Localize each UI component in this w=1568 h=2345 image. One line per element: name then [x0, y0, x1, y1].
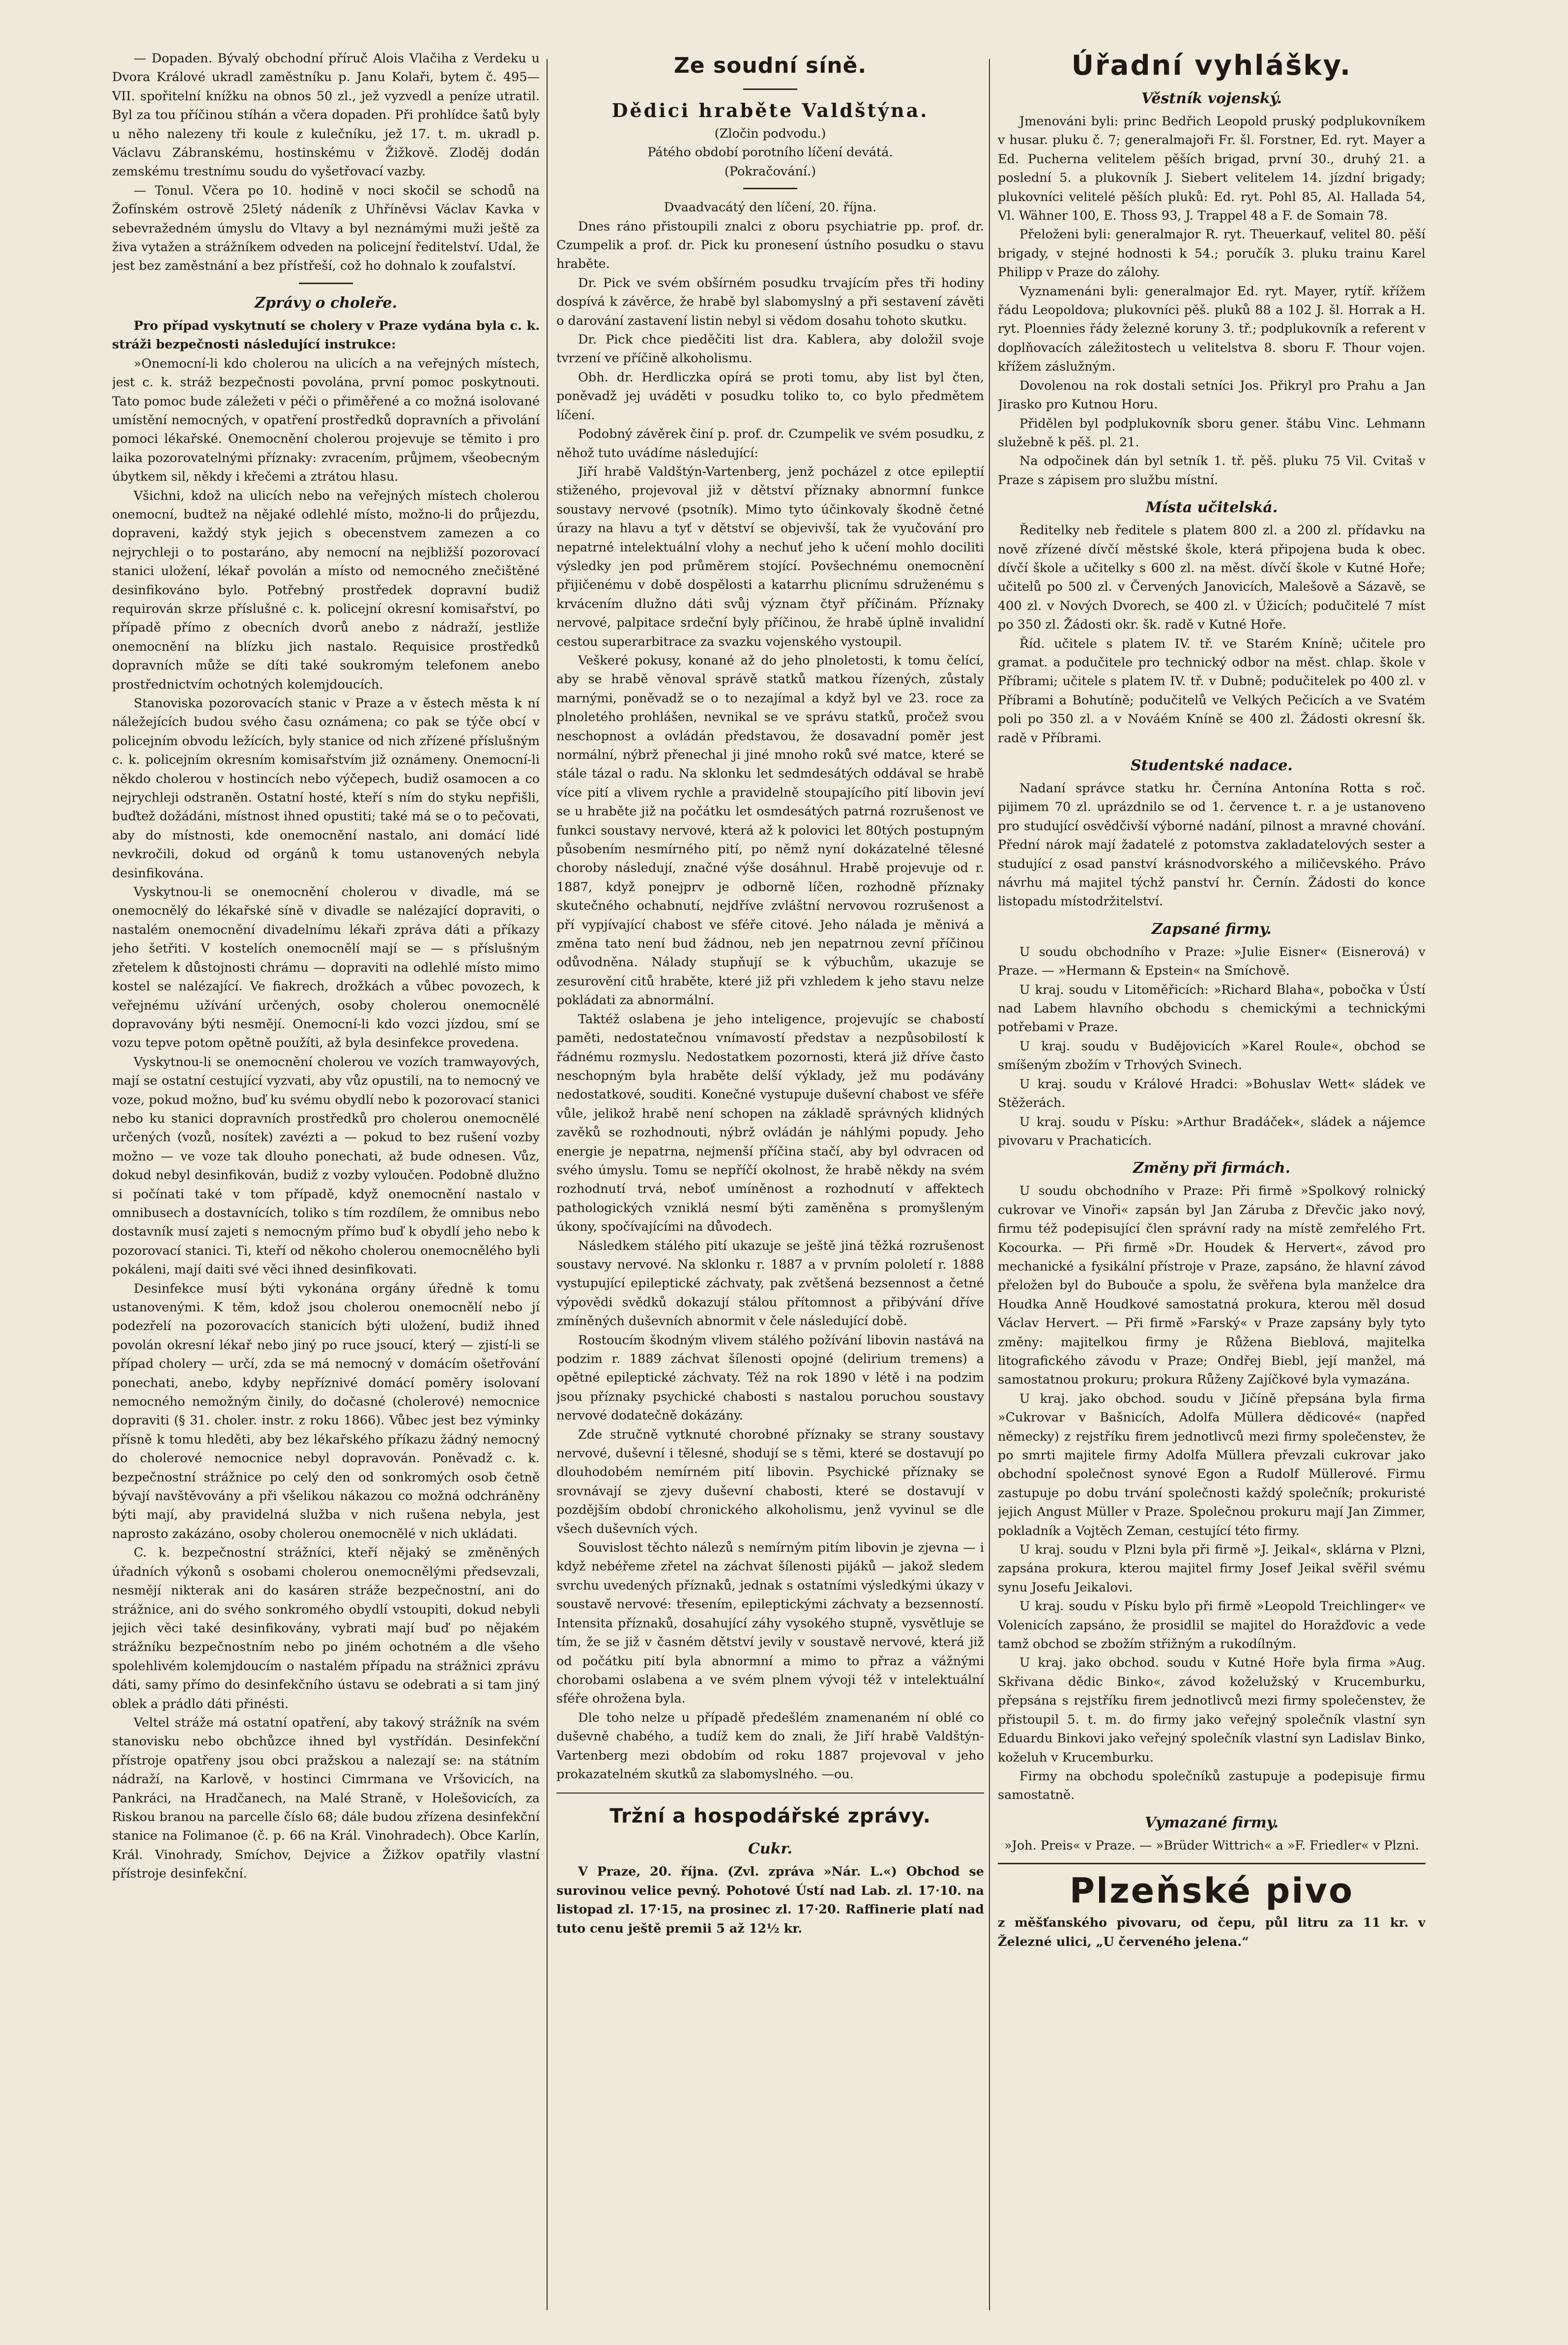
column-local-news [112, 49, 540, 2320]
notice-paragraph: U soudu obchodního v Praze: Při firmě »Spolkový rolnický cukrovar ve Vinoři« zapsán byl Jan Záruba z Dřevčic jako nový, firmu též podepisující člen správní rady na místě zemřelého Frt. Kocourka. — Při firmě »Dr. Houdek & Hervert«, závod pro mechanické a fysikální přístroje v Praze, zapsáno, že hlavní závod přeložen byl do Bubouče a spolu, že svěřena byla manželce dra Houdka Anně Houdkové samostatná prokura, kterou měl dosud Václav Hervert. — Při firmě »Farský« v Praze zapsány byly tyto změny: majitelkou firmy je Růžena Bieblová, majitelka litografického závodu v Praze; Ondřej Biebl, její manžel, má samostatnou prokuru; prokura Růženy Zajíčkové byla vymazána. [998, 1184, 1425, 1388]
article-paragraph: Zde stručně vytknuté chorobné příznaky se strany soustavy nervové, duševní i tělesné, shodují se s těmi, které se dostavují po dlouhodobém nemírném pití libovin. Psychické příznaky se srovnávají se zjevy duševní chabosti, které se dostavují v pozdějším období chronického alkoholismu, jenž vyvinul se dle všech duševních vých. [556, 1427, 984, 1536]
market-report: V Praze, 20. října. (Zvl. zpráva »Nár. L.«) Obchod se surovinou velice pevný. Pohotové Ústí nad Lab. zl. 17·10. na listopad zl. 17·15, na prosinec zl. 17·20. Raffinerie platí nad tuto cenu ještě premii 5 až 12½ kr. [556, 1864, 984, 1936]
article-subtitle: (Pokračování.) [724, 164, 816, 179]
cholera-paragraph: Vyskytnou-li se onemocnění cholerou ve vozích tramwayových, mají se ostatní cestující vyzvati, aby vůz opustili, na to nemocný ve voze, pokud možno, buď ku svému obydlí nebo k pozorovací stanici nebo ku stanici dopravních prostředků pro cholerou onemocnělé určených (vozů, nosítek) zavézti a — pokud to bez rušení vozby možno — ve voze tak dlouho ponechati, až bude odnesen. Vůz, dokud nebyl desinfikován, budiž z vozby vyloučen. Podobně dlužno si počínati také v tom případě, když onemocnění nastalo v omnibusech a dostavnících, toliko s tím rozdílem, že omnibus nebo dostavník musí zajeti s nemocným přímo buď k obydlí jeho nebo k pozorovací stanici. Ti, kteří od někoho cholerou onemocnělého byli pokáleni, mají daiti své věci ihned desinfikovati. [112, 1054, 540, 1277]
notice-paragraph: U kraj. jako obchod. soudu v Kutné Hoře byla firma »Aug. Skřivana dědic Binko«, závod koželužský v Krucemburku, přepsána s rejstříku firem jednotlivců mezi firmy společenstev, že přistoupil 5. t. m. do firmy jako veřejný společník vlastní syn Eduardu Binkovi jako veřejný společník vlastní syn Ladislav Binko, koželuh v Krucemburku. [998, 1655, 1425, 1765]
news-item-tonul: — Tonul. Včera po 10. hodině v noci skočil se schodů na Žofínském ostrově 25letý nádeník z Uhříněvsi Václav Kavka v sebevražedném úmyslu do Vltavy a byl neznámými muži ještě za živa vytažen a strážníkem odveden na policejní ředitelství. Udal, že jest bez zaměstnání a bez přístřeší, což ho dohnalo k zoufalství. [112, 183, 540, 274]
notice-paragraph: Na odpočinek dán byl setník 1. tř. pěš. pluku 75 Vil. Cvitaš v Praze s zápisem pro službu místní. [998, 454, 1425, 488]
subheading-registered-firms: Zapsané firmy. [1152, 920, 1272, 938]
article-dateline: Dvaadvacátý den líčení, 20. října. [664, 200, 877, 215]
notice-paragraph: U kraj. soudu v Písku: »Arthur Bradáček«, sládek a nájemce pivovaru v Prachaticích. [998, 1114, 1425, 1148]
deleted-firms-list: »Joh. Preis« v Praze. — »Brüder Wittrich« a »F. Friedler« v Plzni. [1004, 1838, 1419, 1853]
cholera-paragraph: Desinfekce musí býti vykonána orgány úředně k tomu ustanovenými. K těm, kdož jsou cholerou onemocnělí nebo jí podezřelí na pozorovacích stanicích býti uložení, budiž ihned povolán okresní lékař nebo jiný po ruce jsoucí, který — zjistí-li se případ cholery — určí, zda se má nemocný v domácím ošetřování ponechati, anebo, kdyby nepříznivé domácí poměry isolovaní nemocného nemožným činily, do dočasné (cholerové) nemocnice dopraviti (§ 31. choler. instr. z roku 1866). Vůbec jest bez výminky přísně k tomu hleděti, aby bez lékařského příkazu žádný nemocný do cholerové nemocnice nebyl dopravován. Poněvadž c. k. bezpečnostní strážnice po celý den od sonkromých osob četně bývají navštěvovány a při všelikou nákazou co možná odchráněny býti mají, aby pravidelná služba v nich rušena nebyla, jest naprosto zakázáno, osoby cholerou onemocnělé v nich ukládati. [112, 1281, 540, 1541]
article-paragraph: Taktéž oslabena je jeho inteligence, projevujíc se chabostí paměti, nedostatečnou vnímavostí představ a nezpůsobilostí k řádnému rozmyslu. Nedostatkem pozornosti, která již dříve často neschopným byla hraběte delší výklady, jež mu podávány nedostatkové, souditi. Konečné vystupuje duševní chabost ve sféře vůle, jelikož hrabě není schopen na základě správných klidných zavěků se rozhodnouti, nýbrž ovládán je náhlými popudy. Jeho energie je nepatrna, nejmenší příčina stačí, aby byl odvracen od svého úmyslu. Tomu se nepříčí okolnost, že hrabě někdy na svém rozhodnutí trvá, neboť umíněnost a rozhodnutí v affektech pathologických vzniklá nesmí býti zaměněna s promyšleným úkony, spočívajícími na důvodech. [556, 1012, 984, 1235]
article-paragraph: Rostoucím škodným vlivem stálého požívání libovin nastává na podzim r. 1889 záchvat šílenosti opojné (delirium tremens) a opětné epileptické záchvaty. Též na rok 1890 v létě i na podzim jsou příznaky psychické chabosti s nastalou poruchou soustavy nervové dodatečně dokázány. [556, 1332, 984, 1423]
subheading-foundations: Studentské nadace. [1131, 757, 1293, 774]
divider [743, 88, 797, 90]
article-paragraph: Podobný závěrek činí p. prof. dr. Czumpelik ve svém posudku, z něhož tuto uvádíme následující: [556, 427, 984, 461]
notice-paragraph: U kraj. soudu v Písku bylo při firmě »Leopold Treichlinger« ve Volenicích zapsáno, že prosidlil se majitel do Horažďovic a vede tamž obchod se zbožím střižným a rukodílným. [998, 1599, 1425, 1652]
article-paragraph: Jiří hrabě Valdštýn-Vartenberg, jenž pocházel z otce epileptií stiženého, projevoval již v dětství příznaky abnormní funkce soustavy nervové (psotník). Mimo tyto účinkovaly škodně četné úrazy na hlavu a tyť v dětství se objevivší, tak že vyučování pro nepatrné intelektuální vlohy a nechuť jeho k učení mohlo dociliti výsledky jen pod průměrem stojící. Povšechnému onemocnění přijičenému v době dospělosti a katarrhu plicnímu sdruženému s krvácením dlužno dáti svůj význam čtyř příčinám. Příznaky nervové, palpitace srdeční byly příčinou, že hrabě úplně invalidní cestou superarbitrace za svazku vojenského vystoupil. [556, 464, 984, 649]
notice-paragraph: Jmenováni byli: princ Bedřich Leopold pruský podplukovníkem v husar. pluku č. 7; generalmajoři Fr. šl. Forstner, Ed. ryt. Mayer a Ed. Pucherna velitelem pěších brigad, první 30., druhý 21. a poslední 5. a plukovník J. Siebert velitelem 14. jízdní brigady; plukovníci velitelé pěších pluků: Ed. ryt. Pohl 85, Al. Hallada 54, Vl. Wähner 100, E. Thoss 93, J. Trappel 48 a F. de Somain 78. [998, 114, 1425, 224]
notice-paragraph: U kraj. soudu v Budějovicích »Karel Roule«, obchod se smíšeným zbožím v Trhových Svinech. [998, 1039, 1425, 1073]
notice-paragraph: U soudu obchodního v Praze: »Julie Eisner« (Eisnerová) v Praze. — »Hermann & Epstein« na Smíchově. [998, 944, 1425, 979]
news-item-dopaden: — Dopaden. Bývalý obchodní příruč Alois Vlačiha z Verdeku u Dvora Králové ukradl zaměstníku p. Janu Kolaři, bytem č. 495—VII. spořitelní knížku na obnos 50 zl., jež vyzvedl a peníze utratil. Byl za tou příčinou stíhán a včera dopaden. Při prohlídce šatů byly u něho nalezeny tři koule z kulečníku, jež 17. t. m. ukradl p. Václavu Zábranskému, hostinskému v Žižkově. Zloděj dodán zemskému trestnímu soudu do vyšetřovací vazby. [112, 51, 540, 179]
divider [556, 1793, 984, 1794]
ad-text: z měšťanského pivovaru, od čepu, půl litru za 11 kr. v Železné ulici, „U červeného jelena.“ [998, 1915, 1425, 1949]
ad-title: Plzeňské pivo [1069, 1871, 1354, 1911]
notice-paragraph: Přeloženi byli: generalmajor R. ryt. Theuerkauf, velitel 80. pěší brigady, v stejné hodnosti k 54.; poručík 3. pluku trainu Karel Philipp v Praze do zálohy. [998, 227, 1425, 280]
article-paragraph: Veškeré pokusy, konané až do jeho plnoletosti, k tomu čelící, aby se hrabě věnoval správě statků matkou řízených, zůstaly marnými, poněvadž se o to nezajímal a když byl ve 23. roce za plnoletého prohlášen, nevnikal se ve správu statků, pročež svou neschopnost a ovládán představou, že dosavadní poměr jest normální, nýbrž přenechal ji jiné mnoho roků své matce, které se stále tázal o radu. Na sklonku let sedmdesátých oddával se hrabě více pití a vlivem rychle a pravidelně stoupajícího pití libovin jeví se u hraběte již na počátku let osmdesátých patrná rozrušenost ve funkci soustavy nervové, která až k polovici let 80tých postupným působením nesmírného pití, po němž nyní dokázatelné tělesné choroby následují, značné výše dosáhnul. Hrabě projevuje od r. 1887, když ponejprv je odborně líčen, rozhodně příznaky skutečného ochabnutí, nejdříve zvláštní nervovou rozrušenost a pří vypjívající chabost ve sféře citové. Jeho nálada je měnivá a změna tato není bud žádnou, neb jen nepatrnou zevní příčinou odůvodněna. Nálady stupňují se k výbuchům, ukazuje se zesurovění citů hraběte, které již při vzhledem k jeho stavu nelze pokládati za abnormální. [556, 653, 984, 1008]
article-paragraph: Dr. Pick ve svém obšírném posudku trvajícím přes tři hodiny dospívá k závěrce, že hrabě byl slabomyslný a při sestavení závěti o darování zastavení listin nebyl si vědom dosahu tohoto skutku. [556, 275, 984, 328]
notice-paragraph: Dovolenou na rok dostali setníci Jos. Přikryl pro Prahu a Jan Jirasko pro Kutnou Horu. [998, 378, 1425, 412]
section-heading-cholera: Zprávy o choleře. [255, 294, 397, 312]
market-subheading: Cukr. [748, 1840, 792, 1858]
notice-paragraph: U kraj. soudu v Králové Hradci: »Bohuslav Wett« sládek ve Stěžerách. [998, 1076, 1425, 1111]
article-paragraph: Obh. dr. Herdliczka opírá se proti tomu, aby list byl čten, poněvadž jej uváděti v posudku toliko to, co bylo předmětem líčení. [556, 370, 984, 423]
advertisement [998, 1863, 1425, 1951]
divider [743, 188, 797, 189]
article-paragraph: Dle toho nelze u případě předešlém znamenaném ní oblé co duševně chabého, a tudíž kem do znali, že Jiří hrabě Valdštýn-Vartenberg mezi obdobím od roku 1887 projevoval v jeho prokazatelném skutků za slabomyslného. —ou. [556, 1710, 984, 1782]
section-heading-court: Ze soudní síně. [673, 53, 867, 78]
article-title: Dědici hraběte Valdštýna. [611, 99, 929, 121]
notice-paragraph: U kraj. soudu v Plzni byla při firmě »J. Jeikal«, sklárna v Plzni, zapsána prokura, kterou majitel firmy Josef Jeikal svěřil svému synu Josefu Jeikalovi. [998, 1542, 1425, 1595]
notice-paragraph: U kraj. jako obchod. soudu v Jičíně přepsána byla firma »Cukrovar v Bašnicích, Adolfa Müllera dědicové« (napřed německy) z rejstříku firem jednotlivců mezi firmy společenstev, že po smrti majitele firmy Adolfa Müllera převzali cukrovar jako obchodní společnost synové Egon a Rudolf Müllerové. Firmu zastupuje po dobu trvání společnosti každý společník; prokuristé jejich Angust Müller v Praze. Společnou prokuru mají Jan Zimmer, pokladník a Vojtěch Zeman, cestující této firmy. [998, 1391, 1425, 1538]
article-paragraph: Dnes ráno přistoupili znalci z oboru psychiatrie pp. prof. dr. Czumpelik a prof. dr. Pick ku pronesení ústního posudku o stavu hraběte. [556, 219, 984, 272]
subheading-firm-changes: Změny při firmách. [1132, 1159, 1291, 1177]
section-heading-official: Úřadní vyhlášky. [1071, 50, 1352, 82]
column-divider [547, 59, 548, 2310]
cholera-paragraph: »Onemocní-li kdo cholerou na ulicích a na veřejných místech, jest c. k. stráž bezpečnosti povolána, první pomoc poskytnouti. Tato pomoc bude záležeti v péči o přiměřené a co možná isolované umístění nemocných, v opatření prostředků dopravních a přivolání pomoci lékařské. Onemocnění cholerou projevuje se těmito i pro laika pozorovatelnými příznaky: zvracením, průjmem, všeobecným úbytkem sil, někdy i křečemi a ztrátou hlasu. [112, 356, 540, 485]
article-subtitle: Pátého období porotního líčení devátá. [647, 145, 893, 160]
column-court [556, 49, 984, 2320]
notice-paragraph: Nadaní správce statku hr. Černína Antonína Rotta s roč. pijimem 70 zl. uprázdnilo se od 1. července t. r. a je ustanoveno pro studující osvědčivší výborné nadání, pilnost a mravné chování. Přední nárok mají žadatelé z potomstva zakladatelových sester a studující z osad panství krásnodvorského a miličevského. Právo návrhu má majitel týchž panství hr. Černín. Žádosti do konce listopadu místodržitelství. [998, 781, 1425, 909]
cholera-paragraph: Stanoviska pozorovacích stanic v Praze a v ěstech města k ní náležejících budou svého času oznámena; co pak se týče obcí v policejním obvodu ležících, byly stanice od nich zřízené příslušným c. k. policejním okresním komisařstvím již oznámeny. Onemocní-li někdo cholerou v hostincích nebo výčepech, budiž osamocen a co nejrychleji odstraněn. Ostatní hosté, kteří s ním do styku nepřišli, buďtež dožádáni, místnost ihned opustiti; také má se o to pečovati, aby do místnosti, kde onemocnění nastalo, ani domácí lidé nevkročili, dokud od orgánů k tomu ustanovených nebyla desinfikována. [112, 696, 540, 881]
cholera-paragraph: C. k. bezpečnostní strážníci, kteří nějaký se změněných úřadních výkonů s osobami cholerou onemocnělými předsevzali, nesmějí nikterak ani do kasáren stráže bezpečnostní, ani do strážnice, ani do svého sonkromého obydlí vstoupiti, dokud nebyli jejich věci také desinfikovány, vybrati mají buď po nějakém strážníku bezpečnostním nebo po jiném ochotném a dle všeho spolehlivém kolemjdoucím o nastalém případu na strážnici zprávu dáti, samy přímo do desinfekčního ústavu se odebrati a si tam jiný oblek a prádlo dáti přinésti. [112, 1545, 540, 1711]
notice-paragraph: Ředitelky neb ředitele s platem 800 zl. a 200 zl. přídavku na nově zřízené dívčí městské škole, která připojena buda k obec. dívčí škole a učitelky s 600 zl. na měst. dívčí škole v Kutné Hoře; učitelů po 500 zl. v Červených Janovicích, Malešově a Sázavě, se 400 zl. v Nových Dvorech, se 400 zl. v Úžicích; podučitelé 7 míst po 350 zl. Žádosti okr. šk. radě v Kutné Hoře. [998, 523, 1425, 633]
notice-paragraph: Vyznamenáni byli: generalmajor Ed. ryt. Mayer, rytíř. křížem řádu Leopoldova; plukovníci pěš. pluků 88 a 102 J. šl. Horrak a H. ryt. Ploennies řády železné koruny 3. tř.; podplukovník a referent v doplňovacích záležitostech u velitelstva 8. sboru F. Thour vojen. křížem záslužným. [998, 284, 1425, 375]
column-divider [989, 59, 990, 2310]
section-heading-market: Tržní a hospodářské zprávy. [610, 1805, 931, 1828]
divider [299, 283, 353, 284]
cholera-intro: Pro případ vyskytnutí se cholery v Praze vydána byla c. k. stráži bezpečnosti následující instrukce: [112, 318, 540, 352]
article-paragraph: Následkem stálého pití ukazuje se ještě jiná těžká rozrušenost soustavy nervové. Na sklonku r. 1887 a v prvním pololetí r. 1888 vystupující epileptické záchvaty, pak zvětšená bezsennost a četné výpovědi svědků dokazují stálou přítomnost a přibývání dříve zmíněných duševních abnormit v čele následující době. [556, 1238, 984, 1329]
subheading-teaching: Místa učitelská. [1145, 499, 1278, 517]
notice-paragraph: Říd. učitele s platem IV. tř. ve Starém Kníně; učitele pro gramat. a podučitele pro technický odbor na měst. chlap. škole v Příbrami; učitele s platem IV. tř. v Dubně; podučitelek po 400 zl. v Příbrami a Bohutíně; podučitelů ve Velkých Pečicích a ve Svatém poli po 350 zl. a v Nováém Kníně se 400 zl. Žádosti okresní šk. radě v Příbrami. [998, 636, 1425, 746]
cholera-paragraph: Veltel stráže má ostatní opatření, aby takový strážník na svém stanovisku nebo obchůzce ihned byl vystřídán. Desinfekční přístroje opatřeny jsou obci pražskou a nalezají se: na státním nádraží, na Karlově, v hostinci Cimrmana ve Vršovicích, na Pankráci, na Hradčanech, na Malé Straně, v Holešovicích, za Riskou branou na parcelle číslo 68; dále budou zřízena desinfekční stanice na Folimanoe (č. p. 66 na Král. Vinohradech). Obce Karlín, Král. Vinohrady, Smíchov, Dejvice a Žižkov opatřily vlastní přístroje desinfekční. [112, 1715, 540, 1882]
article-subtitle: (Zločin podvodu.) [714, 126, 826, 141]
cholera-paragraph: Vyskytnou-li se onemocnění cholerou v divadle, má se onemocnělý do lékařské síně v divadle se nalézající dopraviti, o nastalém onemocnění divadelnímu lékaři zpráva dáti a příkazy jeho šetřiti. V kostelích onemocnělí mají se — s příslušným zřetelem k důstojnosti chrámu — dopraviti na odlehlé místo mimo kostel se nalézající. Ve fiakrech, drožkách a vůbec povozech, k veřejnému užívání určených, osoby cholerou onemocnělé dopravovány býti nesmějí. Onemocní-li kdo vozci jízdou, smí se vozu tepve potom opětně použíti, až byla desinfekce provedena. [112, 885, 540, 1051]
notice-paragraph: Přidělen byl podplukovník sboru gener. štábu Vinc. Lehmann služebně k pěš. pl. 21. [998, 416, 1425, 450]
notice-paragraph: U kraj. soudu v Litoměřicích: »Richard Blaha«, pobočka v Ústí nad Labem hlavního obchodu s chemickými a technickými potřebami v Praze. [998, 982, 1425, 1035]
article-paragraph: Souvislost těchto nálezů s nemírným pitím libovin je zjevna — i když nebéřeme zřetel na záchvat šílenosti pijáků — jakož sledem svrchu uvedených příznaků, jednak s ostatními výsledkými úkazy v soustavě nervové: třesením, epileptickými záchvaty a bezsenností. Intensita příznaků, dosahující záhy vysokého stupně, vysvětluje se tím, že se již v časném dětství jevily v soustavě nervové, která již od počátku pití byla abnormní a mimo to přraz a vážnými chorobami oslabena a ve svém plnem vývoji též v intelektuální sféře ohrožena byla. [556, 1540, 984, 1707]
cholera-paragraph: Všichni, kdož na ulicích nebo na veřejných místech cholerou onemocní, budtež na nějaké odlehlé místo, možno-li do průjezdu, dopraveni, každý styk jejich s obecenstvem zamezen a co nejrychleji o to postaráno, aby nemocní na nejbližší pozorovací stanici uložení, lékař povolán a místo od nemocného znečištěné desinfikováno bylo. Potřebný prostředek dopravní budiž requirován skrze příslušné c. k. policejní okresní komisařství, po případě přímo z obecních dvorů anebo z nádraží, jestliže onemocnění na blízku jich nastalo. Requisice prostředků dopravních může se díti také soukromým telefonem anebo prostřednictvím ochotných kolemjdoucích. [112, 488, 540, 692]
column-official [998, 49, 1425, 2320]
notice-paragraph: Firmy na obchodu společníků zastupuje a podepisuje firmu samostatně. [998, 1768, 1425, 1803]
subheading-military: Věstník vojenský. [1141, 90, 1282, 107]
subheading-deleted-firms: Vymazané firmy. [1144, 1814, 1279, 1831]
article-paragraph: Dr. Pick chce pieděčiti list dra. Kablera, aby doložil svoje tvrzení ve příčině alkoholismu. [556, 332, 984, 366]
